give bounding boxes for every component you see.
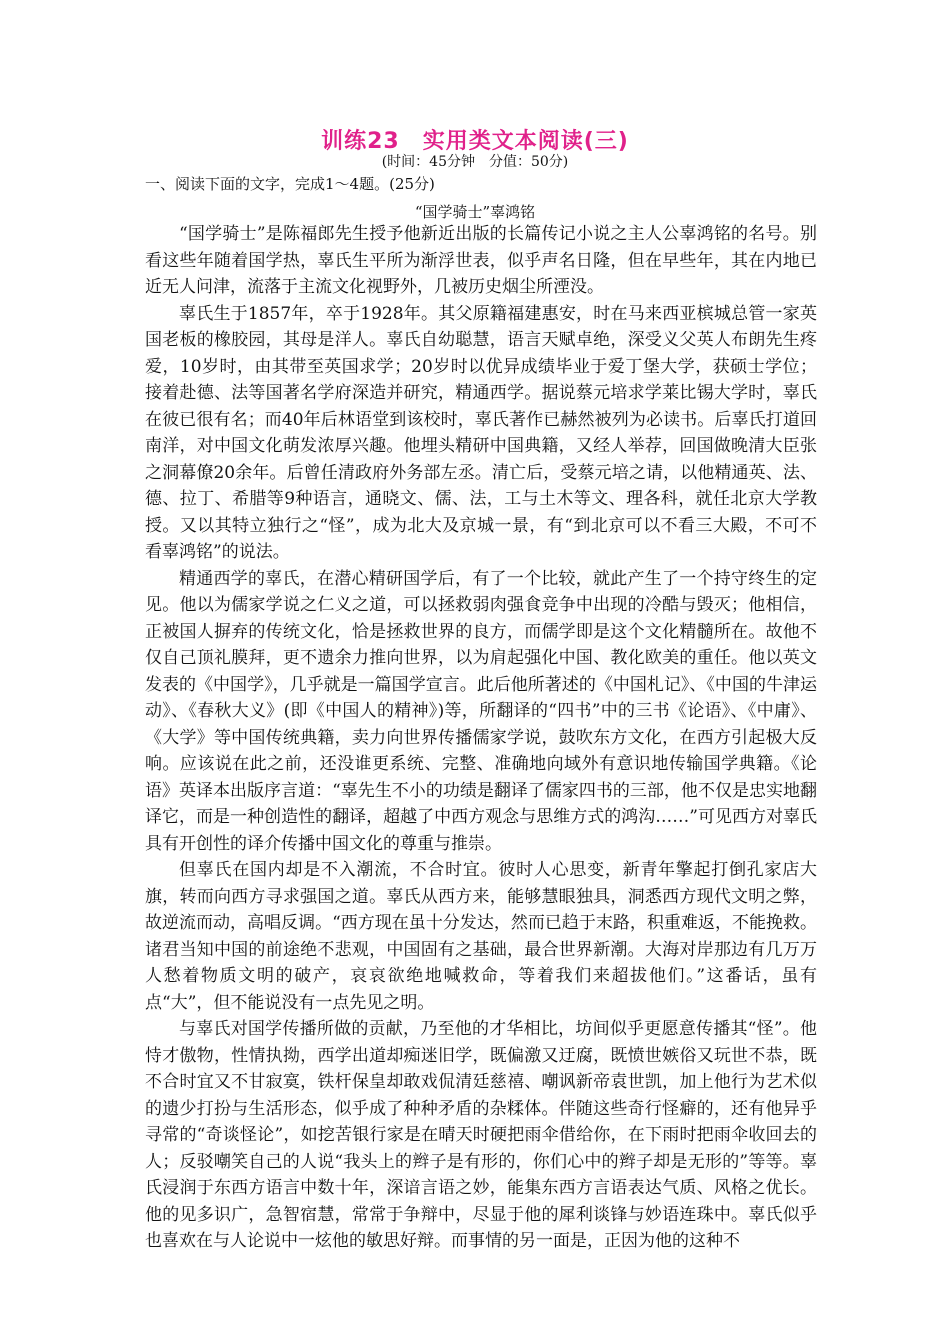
paragraph: 辜氏生于1857年，卒于1928年。其父原籍福建惠安，时在马来西亚槟城总管一家英国老板的橡胶园，其母是洋人。辜氏自幼聪慧，语言天赋卓绝，深受义父英人布朗先生疼爱，10岁时，由其带至英国求学；20岁时以优异成绩毕业于爱丁堡大学，获硕士学位；接着赴德、法等国著名学府深造并研究，精通西学。据说蔡元培求学莱比锡大学时，辜氏在彼已很有名；而40年后林语堂到该校时，辜氏著作已赫然被列为必读书。后辜氏打道回南洋，对中国文化萌发浓厚兴趣。他埋头精研中国典籍，又经人举荐，回国做晚清大臣张之洞幕僚20余年。后曾任清政府外务部左丞。清亡后，受蔡元培之请，以他精通英、法、德、拉丁、希腊等9种语言，通晓文、儒、法，工与土木等文、理各科，就任北京大学教授。又以其特立独行之“怪”，成为北大及京城一景，有“到北京可以不看三大殿，不可不看辜鸿铭”的说法。 bbox=[145, 303, 817, 562]
paragraph: 但辜氏在国内却是不入潮流，不合时宜。彼时人心思变，新青年擎起打倒孔家店大旗，转而向西方寻求强国之道。辜氏从西方来，能够慧眼独具，洞悉西方现代文明之弊，故逆流而动，高唱反调。“西方现在虽十分发达，然而已趋于末路，积重难返，不能挽救。诸君当知中国的前途绝不悲观，中国固有之基础，最合世界新潮。大海对岸那边有几万万人愁着物质文明的破产，哀哀欲绝地喊救命，等着我们来超拔他们。”这番话，虽有点“大”，但不能说没有一点先见之明。 bbox=[145, 860, 817, 1013]
paragraph: 与辜氏对国学传播所做的贡献，乃至他的才华相比，坊间似乎更愿意传播其“怪”。他恃才傲物，性情执拗，西学出道却痴迷旧学，既偏激又迂腐，既愤世嫉俗又玩世不恭，既不合时宜又不甘寂寞，铁杆保皇却敢戏侃清廷慈禧、嘲讽新帝袁世凯，加上他行为艺术似的遗少打扮与生活形态，似乎成了种种矛盾的杂糅体。伴随这些奇行怪癖的，还有他异乎寻常的“奇谈怪论”，如挖苦银行家是在晴天时硬把雨伞借给你，在下雨时把雨伞收回去的人；反驳嘲笑自己的人说“我头上的辫子是有形的，你们心中的辫子却是无形的”等等。辜氏浸润于东西方语言中数十年，深谙言语之妙，能集东西方言语表达气质、风格之优长。他的见多识广，急智宿慧，常常于争辩中，尽显于他的犀利谈锋与妙语连珠中。辜氏似乎也喜欢在与人论说中一炫他的敏思好辩。而事情的另一面是，正因为他的这种不 bbox=[145, 1019, 817, 1251]
paragraph: “国学骑士”是陈福郎先生授予他新近出版的长篇传记小说之主人公辜鸿铭的名号。别看这些年随着国学热，辜氏生平所为渐浮世表，似乎声名日隆，但在早些年，其在内地已近无人问津，流落于主流文化视野外，几被历史烟尘所湮没。 bbox=[145, 224, 817, 297]
article-body bbox=[145, 221, 817, 1255]
article-title: “国学骑士”辜鸿铭 bbox=[414, 203, 536, 221]
exercise-title: 训练23 实用类文本阅读(三) bbox=[321, 129, 629, 154]
paragraph: 精通西学的辜氏，在潜心精研国学后，有了一个比较，就此产生了一个持守终生的定见。他以为儒家学说之仁义之道，可以拯救弱肉强食竞争中出现的冷酷与毁灭；他相信，正被国人摒弃的传统文化，恰是拯救世界的良方，而儒学即是这个文化精髓所在。故他不仅自己顶礼膜拜，更不遗余力推向世界，以为肩起强化中国、教化欧美的重任。他以英文发表的《中国学》，几乎就是一篇国学宣言。此后他所著述的《中国札记》、《中国的牛津运动》、《春秋大义》(即《中国人的精神》)等，所翻译的“四书”中的三书《论语》、《中庸》、《大学》等中国传统典籍，卖力向世界传播儒家学说，鼓吹东方文化，在西方引起极大反响。应该说在此之前，还没谁更系统、完整、准确地向域外有意识地传输国学典籍。《论语》英译本出版序言道：“辜先生不小的功绩是翻译了儒家四书的三部，他不仅是忠实地翻译它，而是一种创造性的翻译，超越了中西方观念与思维方式的鸿沟……”可见西方对辜氏具有开创性的译介传播中国文化的尊重与推崇。 bbox=[145, 568, 817, 854]
question-instruction: 一、阅读下面的文字，完成1～4题。(25分) bbox=[145, 175, 435, 193]
time-score-info: (时间：45分钟 分值：50分) bbox=[381, 154, 569, 170]
